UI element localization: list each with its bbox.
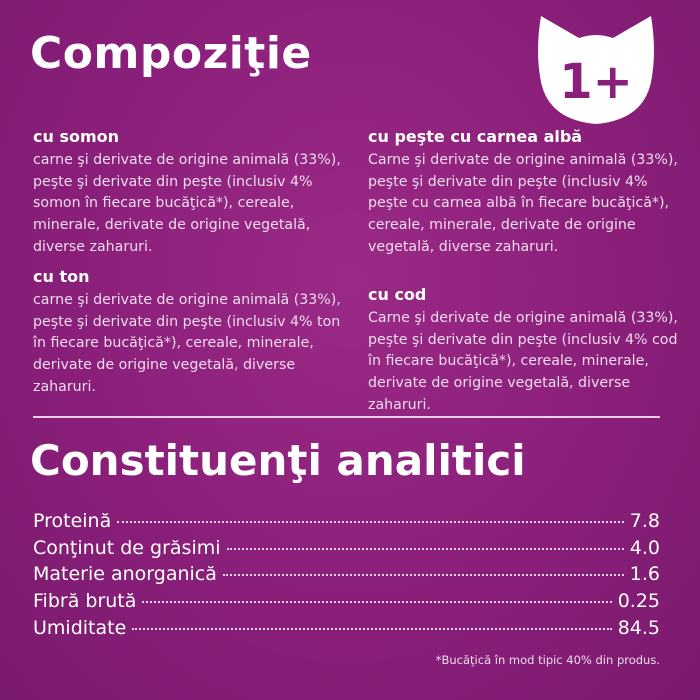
dot-leader — [142, 601, 611, 603]
analytics-value: 4.0 — [629, 536, 660, 559]
analytics-value: 7.8 — [629, 510, 660, 532]
dot-leader — [227, 548, 624, 550]
variety-cod — [368, 285, 688, 416]
analytics-value: 1.6 — [629, 563, 660, 586]
composition-title: Compoziţie — [30, 28, 312, 79]
analytics-name: Fibră brută — [33, 590, 137, 613]
section-divider — [33, 416, 660, 418]
variety-title: cu ton — [33, 267, 90, 286]
variety-peste-alb — [368, 127, 688, 258]
variety-title: cu peşte cu carnea albă — [368, 127, 583, 146]
analytics-table — [33, 510, 660, 643]
analytics-name: Proteină — [33, 510, 112, 532]
analytics-value: 84.5 — [617, 616, 660, 639]
analytics-row-ash — [33, 563, 660, 590]
analytics-row-fat — [33, 537, 660, 564]
variety-text: carne şi derivate de origine animală (33%), peşte şi derivate din peşte (inclusiv 4% ton în fiecare bucăţică*), cereale, minerale, derivate de origine vegetală, diverse zaharuri. — [33, 292, 341, 395]
cat-age-badge — [533, 12, 659, 128]
variety-title: cu cod — [368, 285, 427, 304]
analytics-name: Umiditate — [33, 616, 127, 639]
variety-text: Carne şi derivate de origine animală (33%), peşte şi derivate din peşte (inclusiv 4% cod în fiecare bucăţică*), cereale, minerale, derivate de origine vegetală, diverse zaharuri. — [368, 310, 678, 413]
analytics-row-moisture — [33, 617, 660, 644]
analytics-row-protein — [33, 510, 660, 537]
variety-title: cu somon — [33, 127, 120, 146]
footnote: *Bucăţică în mod tipic 40% din produs. — [435, 653, 660, 667]
analytics-row-fiber — [33, 590, 660, 617]
analytics-title: Constituenţi analitici — [30, 436, 526, 485]
variety-somon — [33, 127, 353, 258]
variety-text: carne şi derivate de origine animală (33%), peşte şi derivate din peşte (inclusiv 4% somon în fiecare bucăţică*), cereale, minerale, derivate de origine vegetală, diverse zaharuri. — [33, 152, 341, 255]
analytics-name: Conţinut de grăsimi — [33, 536, 221, 559]
variety-ton — [33, 267, 353, 398]
dot-leader — [132, 628, 611, 630]
variety-text: Carne şi derivate de origine animală (33%), peşte şi derivate din peşte (inclusiv 4% peşte cu carnea albă în fiecare bucăţică*), cereale, minerale, derivate de origine vegetală, diverse zaharuri. — [368, 152, 678, 255]
badge-text: 1+ — [559, 54, 633, 110]
analytics-value: 0.25 — [617, 590, 660, 613]
dot-leader — [117, 521, 624, 523]
dot-leader — [223, 574, 624, 576]
cat-head-icon — [533, 12, 659, 128]
analytics-name: Materie anorganică — [33, 563, 217, 586]
